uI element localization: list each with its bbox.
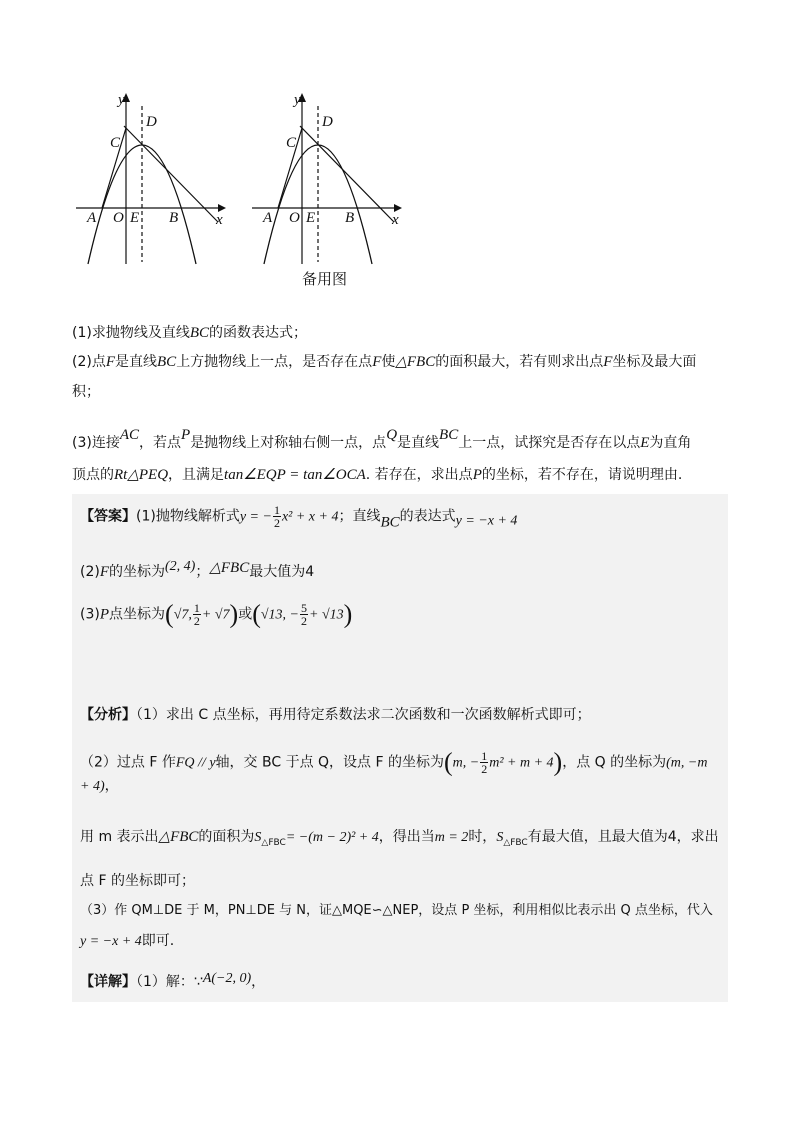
point-c-label: C	[286, 135, 297, 151]
x-axis-label: x	[392, 212, 399, 228]
analysis-2: （2）过点 F 作FQ // y轴，交 BC 于点 Q，设点 F 的坐标为(m, − $\frac{1}{2}$ m² + m + 4)，点 Q 的坐标为(m, −m + 4)，	[80, 747, 708, 794]
point-a-label: A	[87, 210, 97, 226]
point-o-label: O	[113, 210, 124, 226]
y-axis-label: y	[294, 92, 301, 108]
y-axis-label: y	[118, 92, 125, 108]
analysis-5: （3）作 QM⊥DE 于 M，PN⊥DE 与 N，证△MQE∽△NEP，设点 P 坐标，利用相似比表示出 Q 点坐标，代入	[80, 903, 713, 918]
point-e-label: E	[306, 210, 316, 226]
point-d-label: D	[322, 114, 333, 130]
answer-2: (2)F的坐标为(2, 4)；△FBC最大值为4	[80, 559, 315, 580]
analysis-3: 用 m 表示出△FBC的面积为$S_{\triangle FBC}= -(m - 2)^2 + 4$，得出当m = 2时，$S_{\triangle FBC}$有最大值，且最大值为4，求出	[80, 829, 719, 848]
question-2: (2)点F是直线BC上方抛物线上一点，是否存在点F使△FBC的面积最大，若有则求出点F坐标及最大面	[72, 354, 697, 370]
analysis-4: 点 F 的坐标即可；	[80, 873, 195, 889]
point-d-label: D	[146, 114, 157, 130]
point-a-label: A	[263, 210, 273, 226]
point-b-label: B	[345, 210, 355, 226]
point-o-label: O	[289, 210, 300, 226]
question-1: (1)求抛物线及直线BC的函数表达式；	[72, 325, 308, 341]
analysis-1: 【分析】（1）求出 C 点坐标，再用待定系数法求二次函数和一次函数解析式即可；	[80, 707, 591, 723]
answer-1: 【答案】(1)抛物线解析式y = − $\frac{1}{2}$ x² + x + 4；直线BC的表达式y = −x + 4	[80, 503, 518, 531]
x-axis-label: x	[216, 212, 223, 228]
detail-1: 【详解】（1）解：∵A(−2, 0)，	[80, 971, 266, 990]
question-3-continued: 顶点的Rt△PEQ，且满足tan∠EQP = tan∠OCA. 若存在，求出点P的坐标，若不存在，请说明理由.	[72, 467, 683, 483]
point-e-label: E	[130, 210, 140, 226]
question-3: (3)连接AC，若点P是抛物线上对称轴右侧一点，点Q是直线BC上一点，试探究是否存在以点E为直角	[72, 427, 692, 451]
point-b-label: B	[169, 210, 179, 226]
analysis-6: y = −x + 4即可.	[80, 933, 175, 949]
question-2-continued: 积；	[72, 384, 100, 400]
point-c-label: C	[110, 135, 121, 151]
parabola-figure-1	[66, 88, 236, 268]
parabola-figure-2	[242, 88, 412, 268]
figure-caption: 备用图	[302, 270, 348, 288]
answer-3: (3)P点坐标为(√7, $\frac{1}{2}$ + √7)或(√13, − $\frac{5}{2}$ + √13)	[80, 599, 353, 629]
